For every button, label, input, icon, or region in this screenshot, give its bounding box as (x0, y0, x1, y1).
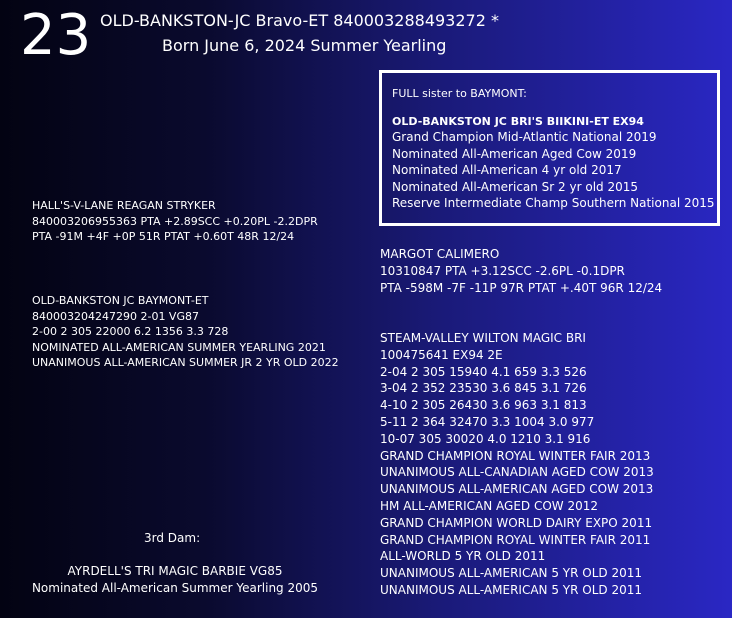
sire-line: PTA -91M +4F +0P 51R PTAT +0.60T 48R 12/24 (32, 230, 295, 243)
dam-line: 4-10 2 305 26430 3.6 963 3.1 813 (380, 398, 587, 413)
sire-name: HALL'S-V-LANE REAGAN STRYKER (32, 199, 216, 212)
birth-info-line: Born June 6, 2024 Summer Yearling (162, 36, 447, 55)
dam-line: GRAND CHAMPION ROYAL WINTER FAIR 2013 (380, 448, 651, 463)
third-dam-note: Nominated All-American Summer Yearling 2005 (31, 580, 319, 595)
sibling-line: 840003204247290 2-01 VG87 (32, 309, 199, 323)
dam-sire-line: 10310847 PTA +3.12SCC -2.6PL -0.1DPR (380, 263, 625, 278)
dam-line: 3-04 2 352 23530 3.6 845 3.1 726 (380, 381, 587, 396)
highlight-line: Reserve Intermediate Champ Southern National 2015 (392, 196, 715, 210)
highlight-line: Grand Champion Mid-Atlantic National 2019 (392, 130, 657, 144)
dam-sire-block (380, 246, 662, 296)
highlight-line: Nominated All-American Aged Cow 2019 (392, 146, 637, 161)
dam-line: UNANIMOUS ALL-CANADIAN AGED COW 2013 (380, 465, 654, 480)
dam-line: ALL-WORLD 5 YR OLD 2011 (380, 549, 546, 564)
sibling-name: OLD-BANKSTON JC BAYMONT-ET (32, 294, 209, 307)
highlight-label: FULL sister to BAYMONT: (392, 87, 527, 100)
sibling-line: 2-00 2 305 22000 6.2 1356 3.3 728 (32, 325, 229, 338)
dam-line: UNANIMOUS ALL-AMERICAN AGED COW 2013 (380, 482, 654, 497)
dam-sire-name: MARGOT CALIMERO (380, 247, 500, 261)
sibling-line: NOMINATED ALL-AMERICAN SUMMER YEARLING 2021 (32, 340, 326, 354)
sibling-block (32, 293, 339, 371)
dam-line: 5-11 2 364 32470 3.3 1004 3.0 977 (380, 414, 595, 429)
animal-name-line: OLD-BANKSTON-JC Bravo-ET 840003288493272 * (100, 11, 499, 30)
dam-line: 100475641 EX94 2E (380, 347, 503, 362)
sibling-line: UNANIMOUS ALL-AMERICAN SUMMER JR 2 YR OLD 2022 (32, 356, 339, 369)
sire-line: 840003206955363 PTA +2.89SCC +0.20PL -2.2DPR (32, 214, 318, 228)
dam-line: GRAND CHAMPION ROYAL WINTER FAIR 2011 (380, 532, 651, 547)
dam-name: STEAM-VALLEY WILTON MAGIC BRI (380, 331, 586, 345)
highlight-name: OLD-BANKSTON JC BRI'S BIIKINI-ET EX94 (392, 115, 644, 128)
dam-line: 10-07 305 30020 4.0 1210 3.1 916 (380, 431, 591, 446)
dam-line: GRAND CHAMPION WORLD DAIRY EXPO 2011 (380, 515, 653, 530)
third-dam-label: 3rd Dam: (144, 531, 201, 545)
highlight-line: Nominated All-American 4 yr old 2017 (392, 163, 622, 177)
highlight-box (379, 70, 720, 226)
dam-sire-line: PTA -598M -7F -11P 97R PTAT +.40T 96R 12/24 (380, 280, 663, 295)
dam-line: HM ALL-AMERICAN AGED COW 2012 (380, 498, 599, 513)
dam-line: UNANIMOUS ALL-AMERICAN 5 YR OLD 2011 (380, 566, 642, 581)
lot-number: 23 (20, 3, 92, 68)
dam-line: 2-04 2 305 15940 4.1 659 3.3 526 (380, 364, 587, 379)
third-dam-name: AYRDELL'S TRI MAGIC BARBIE VG85 (67, 564, 283, 578)
dam-line: UNANIMOUS ALL-AMERICAN 5 YR OLD 2011 (380, 582, 642, 597)
highlight-line: Nominated All-American Sr 2 yr old 2015 (392, 179, 638, 194)
third-dam-block (0, 563, 350, 596)
sire-block (32, 198, 318, 245)
dam-block (380, 330, 654, 599)
